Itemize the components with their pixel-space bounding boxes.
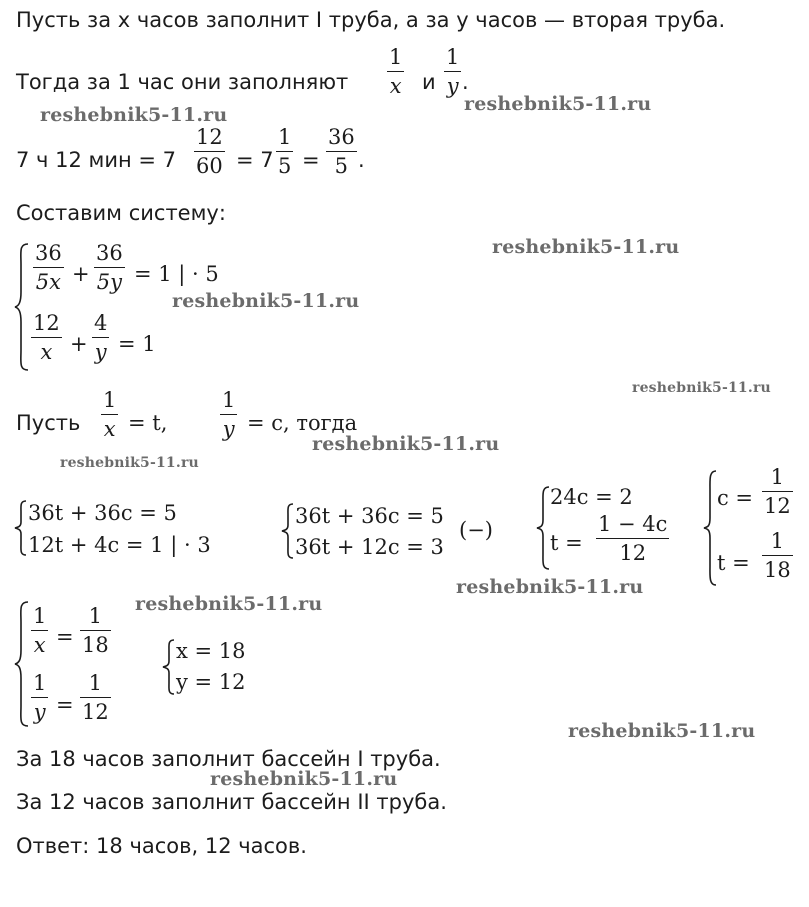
- system-3-row-2: 36t + 12c = 3: [295, 535, 444, 559]
- system-1-eq-2-rhs: = 1: [118, 332, 156, 356]
- watermark: reshebnik5-11.ru: [172, 290, 360, 312]
- time-conversion-label: 7 ч 12 мин = 7: [16, 148, 177, 172]
- system-2-row-2: 12t + 4c = 1 | · 3: [28, 533, 211, 557]
- system-5-row-1-lhs: c =: [717, 486, 754, 510]
- fraction-1-over-y: 1 y: [446, 45, 460, 98]
- substitution-label: Пусть: [16, 411, 81, 435]
- fraction-1-over-12: 1 12: [82, 671, 109, 724]
- fraction-36-over-5: 36 5: [328, 125, 355, 178]
- period: .: [358, 148, 365, 172]
- watermark: reshebnik5-11.ru: [568, 720, 756, 742]
- system-7-row-2: y = 12: [176, 670, 246, 694]
- fraction-1-over-x: 1 x: [389, 45, 403, 98]
- fraction-36-over-5x: 36 5x: [35, 241, 62, 294]
- and-word: и: [422, 70, 436, 94]
- system-4-row-2-lhs: t =: [550, 531, 583, 555]
- fraction-1-over-18: 1 18: [82, 604, 109, 657]
- subtract-operator: (−): [459, 518, 493, 542]
- fraction-36-over-5y: 36 5y: [96, 241, 123, 294]
- final-answer: Ответ: 18 часов, 12 часов.: [16, 834, 307, 858]
- fraction-1-over-y: 1 y: [222, 388, 236, 441]
- watermark: reshebnik5-11.ru: [210, 768, 398, 790]
- fraction-1-over-x: 1 x: [103, 388, 117, 441]
- system-4-row-1: 24c = 2: [550, 485, 633, 509]
- fraction-12-over-60: 12 60: [196, 125, 223, 178]
- watermark: reshebnik5-11.ru: [632, 380, 771, 396]
- answer-line-1: За 18 часов заполнит бассейн I труба.: [16, 747, 441, 771]
- plus-sign: +: [70, 332, 88, 356]
- system-3-row-1: 36t + 36c = 5: [295, 504, 444, 528]
- equals-t: = t,: [128, 411, 168, 435]
- watermark: reshebnik5-11.ru: [60, 455, 199, 471]
- watermark: reshebnik5-11.ru: [464, 93, 652, 115]
- period: .: [462, 70, 469, 94]
- fraction-1-over-y: 1 y: [33, 671, 47, 724]
- fraction-1-over-5: 1 5: [278, 125, 292, 178]
- equals-sign: =: [56, 693, 74, 717]
- compose-system-heading: Составим систему:: [16, 201, 226, 225]
- watermark: reshebnik5-11.ru: [312, 433, 500, 455]
- watermark: reshebnik5-11.ru: [456, 576, 644, 598]
- problem-statement: Пусть за x часов заполнит I труба, а за y часов — вторая труба.: [16, 8, 726, 32]
- fraction-1-minus-4c-over-12: 1 − 4c 12: [598, 512, 668, 565]
- equals-seven: = 7: [236, 148, 274, 172]
- fraction-1-over-18: 1 18: [764, 529, 791, 582]
- system-1-eq-1-rhs: = 1 | · 5: [134, 262, 219, 286]
- watermark: reshebnik5-11.ru: [135, 593, 323, 615]
- fraction-1-over-x: 1 x: [33, 604, 47, 657]
- equals-sign: =: [302, 148, 320, 172]
- system-2-row-1: 36t + 36c = 5: [28, 501, 177, 525]
- system-7-row-1: x = 18: [176, 639, 246, 663]
- equals-sign: =: [56, 625, 74, 649]
- fraction-4-over-y: 4 y: [94, 311, 108, 364]
- fraction-1-over-12: 1 12: [764, 465, 791, 518]
- rate-statement: Тогда за 1 час они заполняют: [16, 70, 349, 94]
- fraction-12-over-x: 12 x: [33, 311, 60, 364]
- watermark: reshebnik5-11.ru: [492, 236, 680, 258]
- system-5-row-2-lhs: t =: [717, 551, 750, 575]
- plus-sign: +: [72, 262, 90, 286]
- watermark: reshebnik5-11.ru: [40, 104, 228, 126]
- equals-c-then: = c, тогда: [247, 411, 358, 435]
- answer-line-2: За 12 часов заполнит бассейн II труба.: [16, 790, 447, 814]
